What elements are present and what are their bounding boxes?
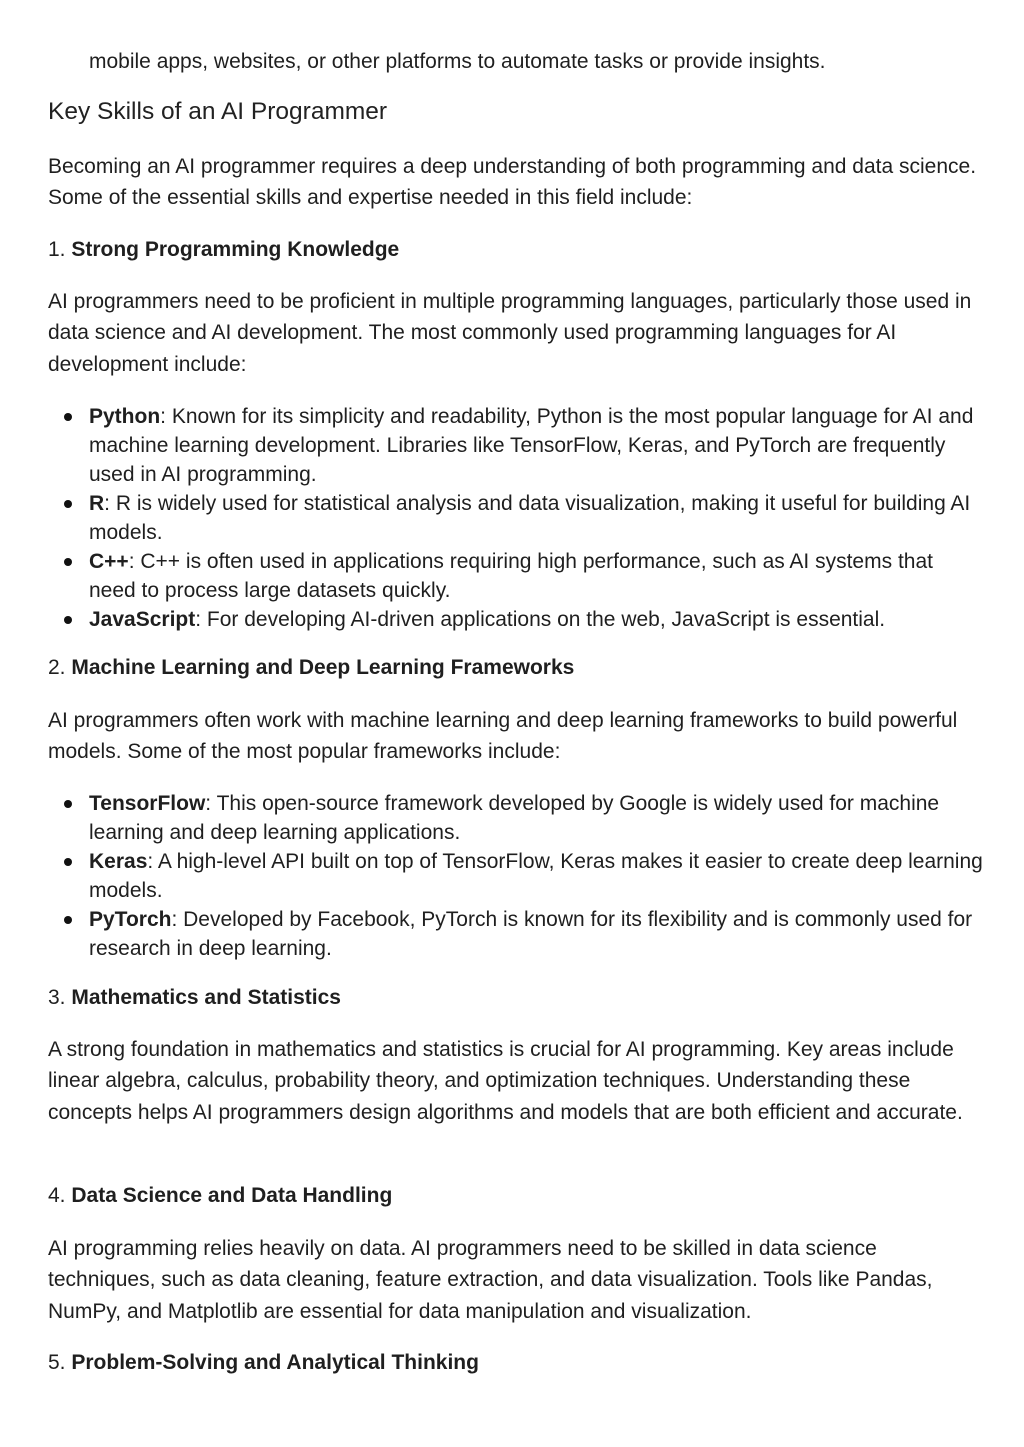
list-item-term: C++ [89,550,129,573]
list-item-desc: : For developing AI-driven applications on the web, JavaScript is essential. [195,608,886,631]
list-item [48,905,983,963]
list-item [48,547,983,605]
skill-title: Data Science and Data Handling [71,1184,393,1207]
list-item [48,605,983,634]
skill-number: 5. [48,1351,66,1374]
list-item [48,847,983,905]
list-item-desc: : This open-source framework developed by Google is widely used for machine learning and deep learning applications. [89,792,940,844]
bullet-icon [64,413,72,421]
list-item-desc: : R is widely used for statistical analysis and data visualization, making it useful for building AI models. [89,492,971,544]
skill-number: 4. [48,1184,66,1207]
skill-heading-4 [48,1181,392,1211]
skill-number: 2. [48,656,66,679]
section-title: Key Skills of an AI Programmer [48,98,388,125]
skill-text-4: AI programming relies heavily on data. AI programmers need to be skilled in data science techniques, such as data cleaning, feature extraction, and data visualization. Tools like Pandas, NumPy, and Matplotlib are essential for data manipulation and visualization. [48,1237,933,1323]
list-item-desc: : Developed by Facebook, PyTorch is known for its flexibility and is commonly used for research in deep learning. [89,908,973,960]
list-item-term: TensorFlow [89,792,206,815]
skill-text-3: A strong foundation in mathematics and statistics is crucial for AI programming. Key areas include linear algebra, calculus, probability theory, and optimization techniques. Understanding these concepts helps AI programmers design algorithms and models that are both efficient and accurate. [48,1038,963,1124]
bullet-icon [64,800,72,808]
skill-number: 3. [48,986,66,1009]
list-item-desc: : Known for its simplicity and readability, Python is the most popular language for AI and machine learning development. Libraries like TensorFlow, Keras, and PyTorch are frequently used in AI programming. [89,405,974,486]
list-item-term: R [89,492,105,515]
bullet-icon [64,616,72,624]
skill-text-2: AI programmers often work with machine learning and deep learning frameworks to build powerful models. Some of the most popular frameworks include: [48,709,958,764]
language-list [48,402,983,634]
list-item [48,402,983,489]
skill-title: Mathematics and Statistics [71,986,341,1009]
list-item-term: JavaScript [89,608,196,631]
list-item [48,489,983,547]
skill-text-1: AI programmers need to be proficient in multiple programming languages, particularly those used in data science and AI development. The most commonly used programming languages for AI development include: [48,290,972,376]
list-item-term: Python [89,405,161,428]
list-item-term: Keras [89,850,148,873]
list-item [48,789,983,847]
bullet-icon [64,858,72,866]
skill-heading-1 [48,235,399,265]
skill-title: Strong Programming Knowledge [71,238,400,261]
bullet-icon [64,916,72,924]
skill-heading-2 [48,653,574,683]
skill-number: 1. [48,238,66,261]
skill-title: Problem-Solving and Analytical Thinking [71,1351,479,1374]
list-item-desc: : C++ is often used in applications requiring high performance, such as AI systems that need to process large datasets quickly. [89,550,933,602]
skill-heading-5 [48,1348,479,1378]
intro-continuation: mobile apps, websites, or other platforms to automate tasks or provide insights. [89,50,826,73]
skill-title: Machine Learning and Deep Learning Frameworks [71,656,575,679]
skill-heading-3 [48,983,341,1013]
bullet-icon [64,558,72,566]
section-intro: Becoming an AI programmer requires a deep understanding of both programming and data science. Some of the essential skills and expertise needed in this field include: [48,155,977,210]
list-item-term: PyTorch [89,908,172,931]
bullet-icon [64,500,72,508]
framework-list [48,789,983,963]
list-item-desc: : A high-level API built on top of TensorFlow, Keras makes it easier to create deep learning models. [89,850,983,902]
